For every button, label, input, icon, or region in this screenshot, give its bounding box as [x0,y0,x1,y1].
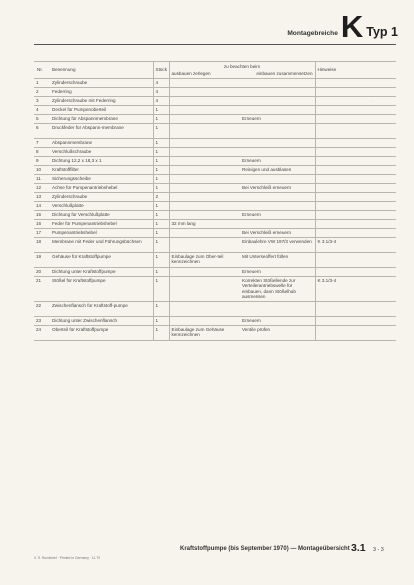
part-name: Dichtung für Verschlußplatte [50,211,153,220]
part-name: Sicherungsscheibe [50,175,153,184]
part-qty: 1 [153,326,169,341]
row-number: 18 [34,238,50,253]
table-row [34,211,396,220]
part-qty: 4 [153,79,169,88]
install-note: Erneuern [240,317,315,326]
remove-note [169,148,240,157]
table-row [34,88,396,97]
row-number: 13 [34,193,50,202]
part-name: Membrane mit Feder und Führungsbüchsen [50,238,153,253]
remove-note [169,229,240,238]
row-number: 14 [34,202,50,211]
table-header-row [34,62,396,79]
part-qty: 1 [153,229,169,238]
install-note: Ventile prüfen [240,326,315,341]
remove-note [169,139,240,148]
table-row [34,317,396,326]
col-nr-header: Nr. [34,62,50,79]
install-note [240,302,315,317]
install-note [240,175,315,184]
remove-note [169,238,240,253]
hint-ref: K 3.1/3-4 [315,238,396,253]
install-note: Erneuern [240,268,315,277]
row-number: 23 [34,317,50,326]
col-install-header: einbauen zusammensetzen [256,70,313,76]
hint-ref: K 3.1/3-4 [315,277,396,302]
row-number: 5 [34,115,50,124]
part-name: Dichtung unter Kraftstoffpumpe [50,268,153,277]
install-note: Mit Unterseoffert füllen [240,253,315,268]
part-qty: 1 [153,211,169,220]
install-note: Erneuern [240,115,315,124]
hint-ref [315,97,396,106]
table-row [34,238,396,253]
table-row [34,277,396,302]
table-row [34,139,396,148]
remove-note [169,166,240,175]
row-number: 7 [34,139,50,148]
part-name: Achse für Pumpenantriebshebel [50,184,153,193]
part-qty: 4 [153,88,169,97]
table-row [34,106,396,115]
row-number: 20 [34,268,50,277]
footer-section: 3.1 [351,542,366,554]
hint-ref [315,317,396,326]
row-number: 19 [34,253,50,268]
hint-ref [315,88,396,97]
remove-note: 32 mm lang [169,220,240,229]
part-qty: 1 [153,106,169,115]
install-note [240,148,315,157]
hint-ref [315,184,396,193]
parts-table [34,61,396,341]
install-note: Einbaulehre VW 197/3 verwenden [240,238,315,253]
part-name: Kraftstofffilter [50,166,153,175]
table-row [34,193,396,202]
col-notes-group-header [169,62,315,79]
header-rule [34,44,396,45]
install-note: Erneuern [240,211,315,220]
hint-ref [315,148,396,157]
part-name: Deckel für Pumpenoberteil [50,106,153,115]
model-label: Typ 1 [366,25,398,39]
install-note [240,193,315,202]
hint-ref [315,157,396,166]
remove-note [169,184,240,193]
install-note [240,220,315,229]
install-note [240,202,315,211]
row-number: 1 [34,79,50,88]
row-number: 22 [34,302,50,317]
remove-note [169,175,240,184]
remove-note [169,211,240,220]
col-remove-header: ausbauen zerlegen [171,70,211,76]
table-row [34,268,396,277]
install-note: Korrekten Stößellende zur Verteilerantriebswelle für einbauen, dann Stößelhub ausmessen [240,277,315,302]
install-note: Bei Verschleiß erneuern [240,229,315,238]
group-label: zu beachten beim [223,64,261,70]
part-name: Dichtung 12,2 x 18,3 x 1 [50,157,153,166]
table-row [34,79,396,88]
row-number: 17 [34,229,50,238]
install-note [240,106,315,115]
hint-ref [315,211,396,220]
part-qty: 1 [153,184,169,193]
install-note [240,124,315,139]
row-number: 10 [34,166,50,175]
hint-ref [315,268,396,277]
col-qty-header: Stück [153,62,169,79]
hint-ref [315,175,396,184]
hint-ref [315,326,396,341]
part-qty: 1 [153,220,169,229]
part-qty: 1 [153,115,169,124]
remove-note [169,193,240,202]
remove-note [169,202,240,211]
remove-note [169,106,240,115]
row-number: 9 [34,157,50,166]
part-qty: 1 [153,148,169,157]
section-letter: K [340,9,364,44]
row-number: 11 [34,175,50,184]
page-header [287,10,398,42]
part-name: Druckfeder für Abspann-membrane [50,124,153,139]
table-row [34,124,396,139]
table-row [34,202,396,211]
hint-ref [315,220,396,229]
hint-ref [315,193,396,202]
part-qty: 1 [153,166,169,175]
part-name: Zwischenflansch für Kraftstoff-pumpe [50,302,153,317]
row-number: 16 [34,220,50,229]
hint-ref [315,229,396,238]
col-name-header: Benennung [50,62,153,79]
part-qty: 1 [153,302,169,317]
table-row [34,97,396,106]
part-name: Oberteil für Kraftstoffpumpe [50,326,153,341]
hint-ref [315,302,396,317]
install-note [240,88,315,97]
part-qty: 1 [153,238,169,253]
part-qty: 4 [153,97,169,106]
remove-note [169,317,240,326]
remove-note [169,115,240,124]
hint-ref [315,115,396,124]
part-qty: 1 [153,277,169,302]
part-name: Zylinderschraube [50,79,153,88]
part-name: Dichtung unter Zwischenflansch [50,317,153,326]
hint-ref [315,253,396,268]
part-qty: 1 [153,175,169,184]
remove-note: Einbaulage zum Ober-teil kennzeichnen [169,253,240,268]
hint-ref [315,79,396,88]
section-label: Montagebreiche [287,30,338,37]
part-qty: 1 [153,124,169,139]
part-name: Zylinderschraube [50,193,153,202]
part-name: Pumpenantriebshebel [50,229,153,238]
remove-note: Einbaulage zum Gehäuse kennzeichnen [169,326,240,341]
table-row [34,302,396,317]
table-row [34,175,396,184]
table-row [34,148,396,157]
hint-ref [315,139,396,148]
install-note [240,79,315,88]
part-name: Dichtung für Abspannmembrane [50,115,153,124]
table-row [34,115,396,124]
part-qty: 1 [153,253,169,268]
row-number: 12 [34,184,50,193]
table-row [34,326,396,341]
part-qty: 1 [153,317,169,326]
remove-note [169,124,240,139]
part-name: Verschlußschraube [50,148,153,157]
part-name: Zylinderschraube mit Federring [50,97,153,106]
hint-ref [315,106,396,115]
part-qty: 1 [153,139,169,148]
part-name: Federring [50,88,153,97]
install-note: Erneuern [240,157,315,166]
table-row [34,166,396,175]
remove-note [169,302,240,317]
remove-note [169,277,240,302]
print-note: V. S. Rundbrief · Printed in Germany · 11.70 [34,556,101,560]
part-qty: 2 [153,193,169,202]
footer-page: 3 - 3 [373,547,384,553]
part-name: Gehäuse für Kraftstoffpumpe [50,253,153,268]
row-number: 3 [34,97,50,106]
install-note [240,139,315,148]
table-row [34,229,396,238]
part-name: Abspannmembrane [50,139,153,148]
remove-note [169,79,240,88]
part-name: Stößel für Kraftstoffpumpe [50,277,153,302]
remove-note [169,88,240,97]
row-number: 6 [34,124,50,139]
row-number: 8 [34,148,50,157]
remove-note [169,97,240,106]
remove-note [169,268,240,277]
part-qty: 1 [153,157,169,166]
part-name: Verschlußplatte [50,202,153,211]
part-qty: 1 [153,202,169,211]
footer-title: Kraftstoffpumpe (bis September 1970) — Montageübersicht [180,546,350,552]
part-qty: 1 [153,268,169,277]
install-note: Bei Verschleiß erneuern [240,184,315,193]
table-row [34,253,396,268]
remove-note [169,157,240,166]
row-number: 21 [34,277,50,302]
row-number: 4 [34,106,50,115]
row-number: 2 [34,88,50,97]
hint-ref [315,124,396,139]
install-note [240,97,315,106]
row-number: 15 [34,211,50,220]
margin-mark: · [372,99,374,105]
col-hints-header: Hinweise [315,62,396,79]
hint-ref [315,166,396,175]
table-row [34,157,396,166]
table-row [34,220,396,229]
install-note: Reinigen und ausblasen [240,166,315,175]
hint-ref [315,202,396,211]
row-number: 24 [34,326,50,341]
part-name: Feder für Pumpenantriebshebel [50,220,153,229]
table-row [34,184,396,193]
